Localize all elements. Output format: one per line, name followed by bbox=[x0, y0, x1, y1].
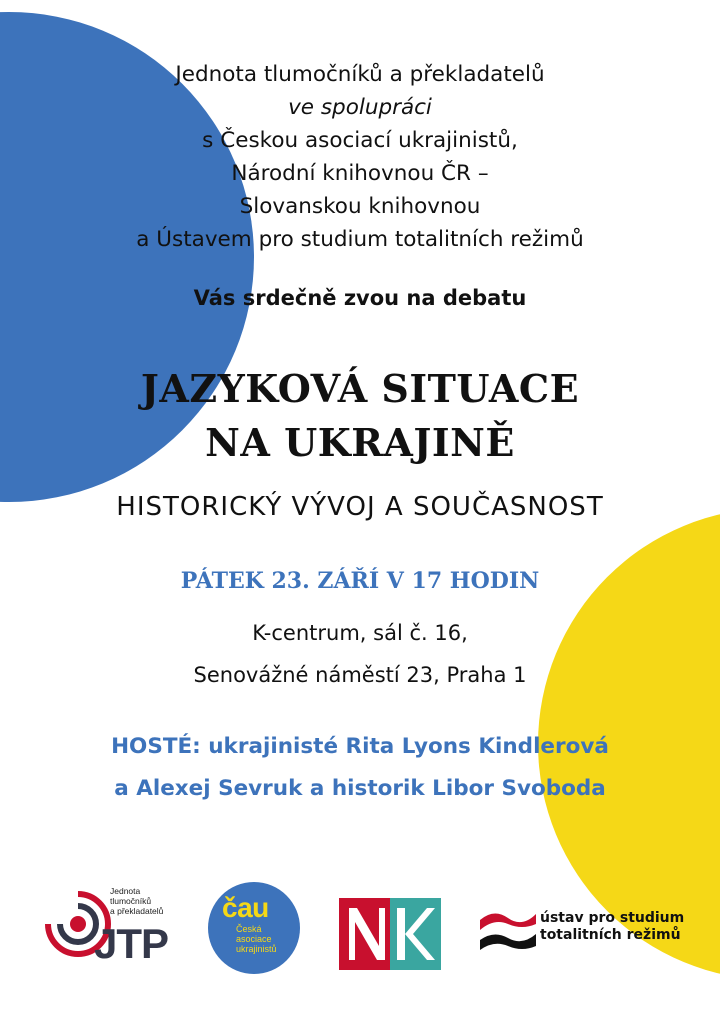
event-venue: K-centrum, sál č. 16, bbox=[252, 621, 468, 645]
cau-name-line: ukrajinistů bbox=[236, 944, 277, 954]
ustr-name-line: totalitních režimů bbox=[540, 927, 681, 943]
title-line: NA UKRAJINĚ bbox=[205, 420, 515, 465]
invitation-text: Vás srdečně zvou na debatu bbox=[193, 286, 527, 310]
ustr-name-line: ústav pro studium bbox=[540, 910, 685, 926]
organizers-intro bbox=[0, 58, 720, 256]
event-date: PÁTEK 23. ZÁŘÍ V 17 HODIN bbox=[180, 568, 540, 594]
event-place bbox=[0, 612, 720, 696]
ustr-wave-icon bbox=[478, 906, 538, 954]
cau-name bbox=[236, 924, 277, 954]
event-title bbox=[0, 362, 720, 470]
title-line: JAZYKOVÁ SITUACE bbox=[140, 366, 580, 411]
jtp-name bbox=[110, 886, 163, 916]
intro-line: Slovanskou knihovnou bbox=[239, 194, 481, 219]
jtp-logo bbox=[38, 880, 178, 976]
event-subtitle: HISTORICKÝ VÝVOJ A SOUČASNOST bbox=[116, 492, 604, 522]
ustr-logo bbox=[478, 906, 698, 954]
jtp-mark: JTP bbox=[94, 920, 169, 967]
jtp-name-line: Jednota bbox=[110, 886, 141, 896]
ustr-name bbox=[540, 910, 684, 944]
intro-line: a Ústavem pro studium totalitních režimů bbox=[136, 227, 584, 252]
guests-line: a Alexej Sevruk a historik Libor Svoboda bbox=[114, 776, 606, 801]
guests bbox=[0, 726, 720, 810]
intro-line: s Českou asociací ukrajinistů, bbox=[202, 128, 518, 153]
intro-line: Národní knihovnou ČR – bbox=[231, 161, 489, 186]
intro-line: ve spolupráci bbox=[288, 95, 432, 120]
cau-mark: čau bbox=[222, 892, 269, 923]
nk-logo bbox=[339, 898, 441, 970]
cau-name-line: Česká bbox=[236, 924, 262, 934]
nk-logo-icon bbox=[339, 898, 441, 970]
jtp-name-line: a překladatelů bbox=[110, 906, 164, 916]
intro-line: Jednota tlumočníků a překladatelů bbox=[175, 62, 545, 87]
jtp-name-line: tlumočníků bbox=[110, 896, 152, 906]
guests-line: HOSTÉ: ukrajinisté Rita Lyons Kindlerová bbox=[111, 734, 609, 759]
event-address: Senovážné náměstí 23, Praha 1 bbox=[193, 663, 527, 687]
cau-logo bbox=[208, 882, 300, 974]
cau-name-line: asociace bbox=[236, 934, 272, 944]
